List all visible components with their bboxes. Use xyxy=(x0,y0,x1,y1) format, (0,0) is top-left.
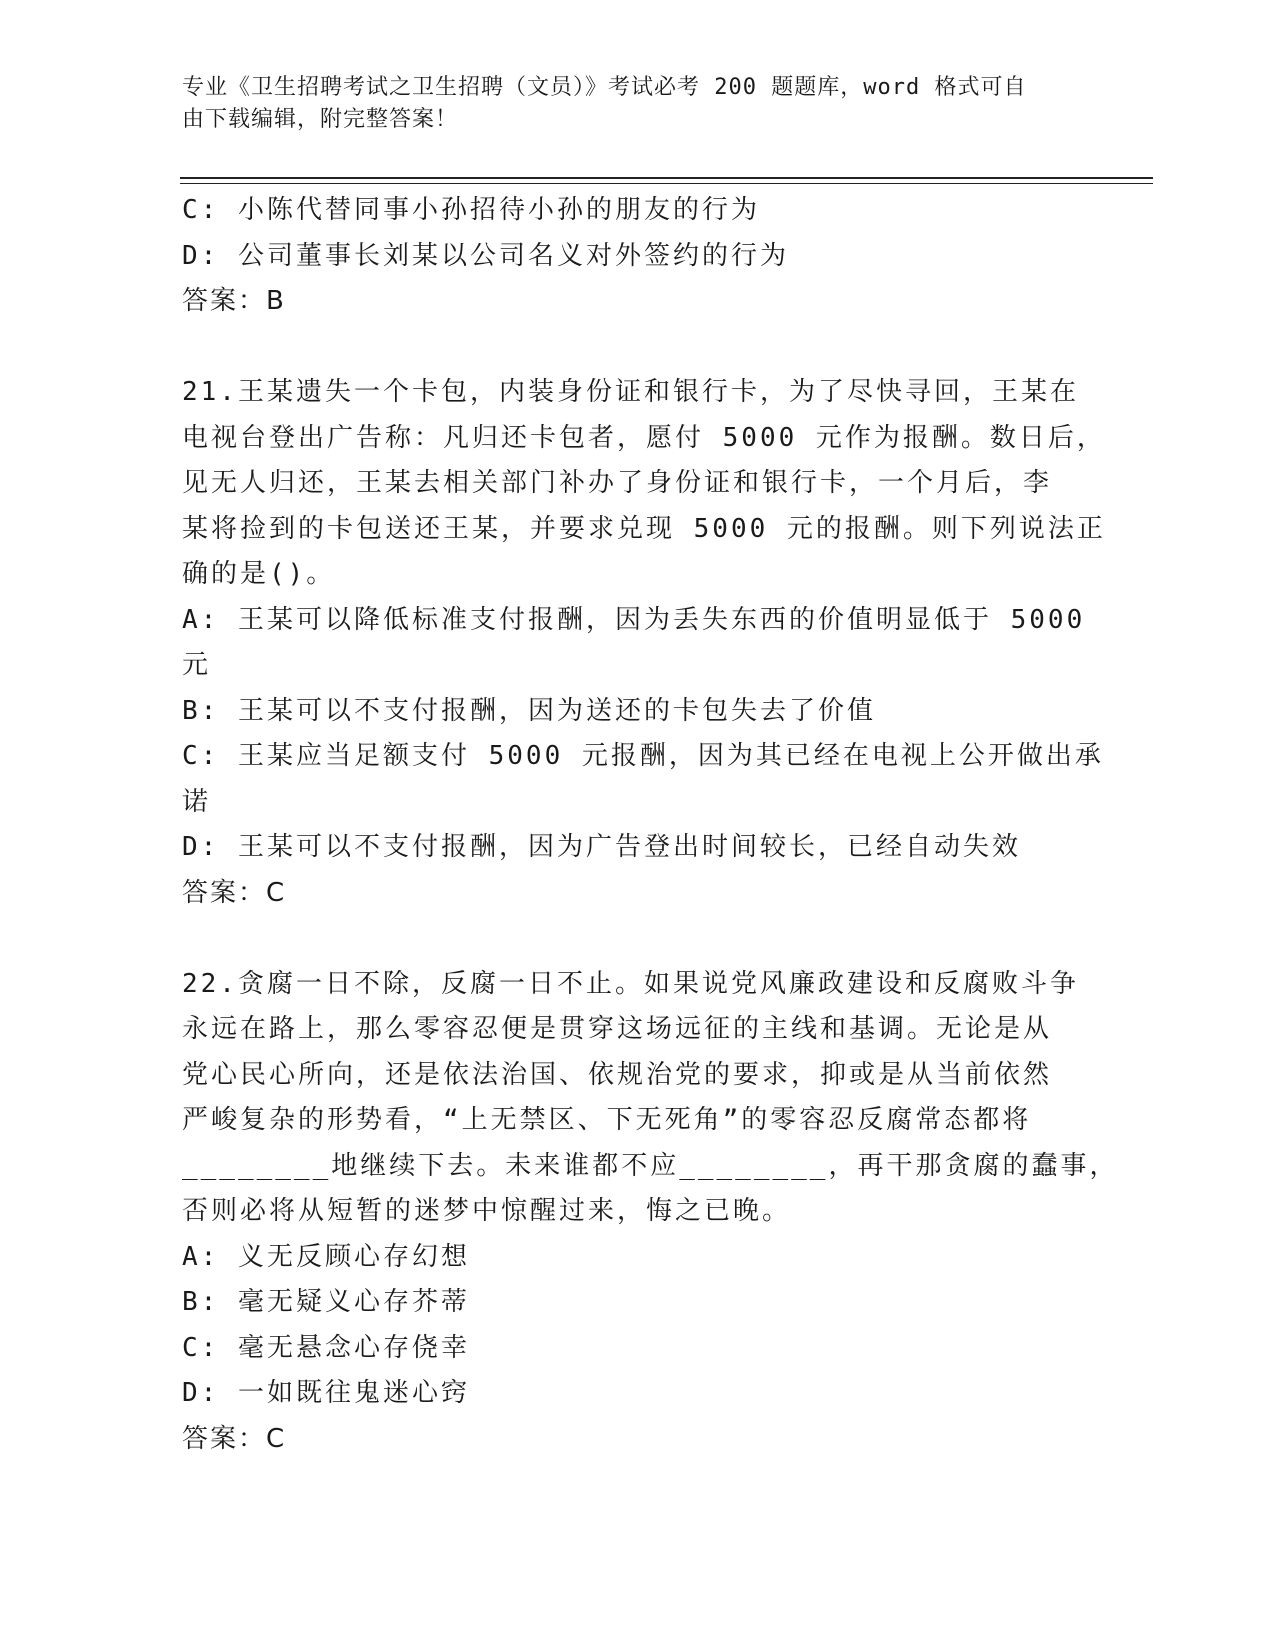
header-divider-thick xyxy=(180,177,1153,179)
option-a: A: 义无反顾心存幻想 xyxy=(182,1241,470,1272)
question-22 xyxy=(182,962,1119,1463)
option-d: D: 公司董事长刘某以公司名义对外签约的行为 xyxy=(182,240,789,271)
answer: 答案：B xyxy=(182,286,286,316)
answer: 答案：C xyxy=(182,1423,287,1454)
answer: 答案：C xyxy=(182,877,287,908)
question-stem-line: 21.王某遗失一个卡包，内装身份证和银行卡，为了尽快寻回，王某在 xyxy=(182,377,1079,407)
question-stem-line: 严峻复杂的形势看，“上无禁区、下无死角”的零容忍反腐常态都将 xyxy=(182,1105,1032,1135)
option-c-continued: 诺 xyxy=(182,786,212,817)
question-21 xyxy=(182,370,1106,916)
document-body xyxy=(182,188,1119,1462)
question-stem-line: 否则必将从短暂的迷梦中惊醒过来，悔之已晚。 xyxy=(182,1196,792,1226)
header-divider-thin xyxy=(180,183,1153,184)
question-stem-line: 党心民心所向，还是依法治国、依规治党的要求，抑或是从当前依然 xyxy=(182,1059,1053,1090)
header-line-2: 由下载编辑，附完整答案！ xyxy=(182,107,459,132)
option-d: D: 一如既往鬼迷心窍 xyxy=(182,1378,470,1408)
spacer xyxy=(182,325,1072,371)
option-a-continued: 元 xyxy=(182,650,212,680)
option-c: C: 小陈代替同事小孙招待小孙的朋友的行为 xyxy=(182,195,760,225)
question-stem-line: 永远在路上，那么零容忍便是贯穿这场远征的主线和基调。无论是从 xyxy=(182,1014,1053,1044)
option-a: A: 王某可以降低标准支付报酬，因为丢失东西的价值明显低于 5000 xyxy=(182,604,1086,635)
question-stem-line: ________地继续下去。未来谁都不应________，再干那贪腐的蠢事， xyxy=(182,1150,1119,1181)
question-stem-line: 某将捡到的卡包送还王某，并要求兑现 5000 元的报酬。则下列说法正 xyxy=(182,513,1106,544)
option-d: D: 王某可以不支付报酬，因为广告登出时间较长，已经自动失效 xyxy=(182,832,1021,862)
option-b: B: 毫无疑义心存芥蒂 xyxy=(182,1287,470,1317)
prev-question xyxy=(182,188,1072,325)
question-stem-line: 22.贪腐一日不除，反腐一日不止。如果说党风廉政建设和反腐败斗争 xyxy=(182,968,1079,999)
spacer xyxy=(182,916,1072,962)
option-c: C: 毫无悬念心存侥幸 xyxy=(182,1332,470,1363)
question-stem-line: 电视台登出广告称：凡归还卡包者，愿付 5000 元作为报酬。数日后， xyxy=(182,422,1106,453)
option-c: C: 王某应当足额支付 5000 元报酬，因为其已经在电视上公开做出承 xyxy=(182,741,1104,771)
question-stem-line: 见无人归还，王某去相关部门补办了身份证和银行卡，一个月后，李 xyxy=(182,468,1053,498)
document-header xyxy=(182,72,1082,136)
option-b: B: 王某可以不支付报酬，因为送还的卡包失去了价值 xyxy=(182,695,876,726)
header-line-1: 专业《卫生招聘考试之卫生招聘（文员）》考试必考 200 题题库，word 格式可自 xyxy=(182,75,1027,100)
question-stem-line: 确的是()。 xyxy=(182,559,336,589)
